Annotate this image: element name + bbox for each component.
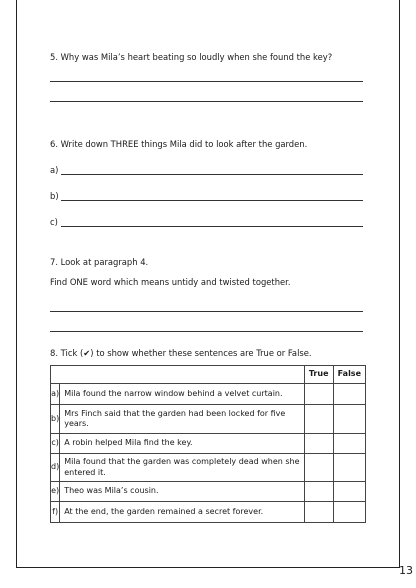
table-row xyxy=(51,405,366,434)
false-tick-box[interactable] xyxy=(333,454,365,482)
true-tick-box[interactable] xyxy=(304,384,333,405)
true-tick-box[interactable] xyxy=(304,502,333,523)
question-5-answer-line-2[interactable] xyxy=(50,101,363,102)
question-8-prompt-start: 8. Tick ( xyxy=(50,348,84,358)
question-7-answer-line-1[interactable] xyxy=(50,311,363,312)
question-8-prompt-end: ) to show whether these sentences are True or False. xyxy=(90,348,312,358)
row-statement: A robin helped Mila find the key. xyxy=(60,434,304,454)
table-row xyxy=(51,454,366,482)
false-tick-box[interactable] xyxy=(333,502,365,523)
question-7-instruction: Find ONE word which means untidy and twisted together. xyxy=(50,277,291,287)
row-letter: b) xyxy=(51,405,60,434)
false-column-header: False xyxy=(333,366,365,384)
true-tick-box[interactable] xyxy=(304,482,333,502)
question-6-letter-c: c) xyxy=(50,217,58,227)
false-tick-box[interactable] xyxy=(333,434,365,454)
true-false-table xyxy=(50,365,366,523)
true-tick-box[interactable] xyxy=(304,434,333,454)
false-tick-box[interactable] xyxy=(333,482,365,502)
false-tick-box[interactable] xyxy=(333,405,365,434)
question-6-answer-line-a[interactable] xyxy=(61,174,363,175)
row-letter: d) xyxy=(51,454,60,482)
true-tick-box[interactable] xyxy=(304,405,333,434)
true-column-header: True xyxy=(304,366,333,384)
table-row xyxy=(51,482,366,502)
table-header-row xyxy=(51,366,366,384)
question-6-answer-line-c[interactable] xyxy=(61,226,363,227)
table-row xyxy=(51,384,366,405)
question-7-answer-line-2[interactable] xyxy=(50,331,363,332)
row-statement: Mrs Finch said that the garden had been locked for five years. xyxy=(60,405,304,434)
question-6-prompt: 6. Write down THREE things Mila did to look after the garden. xyxy=(50,139,308,149)
table-row xyxy=(51,434,366,454)
tick-icon: ✔ xyxy=(83,348,91,358)
question-5-prompt: 5. Why was Mila’s heart beating so loudly when she found the key? xyxy=(50,52,333,62)
row-statement: Mila found the narrow window behind a velvet curtain. xyxy=(60,384,304,405)
row-statement: At the end, the garden remained a secret forever. xyxy=(60,502,304,523)
question-5-answer-line-1[interactable] xyxy=(50,81,363,82)
row-statement: Mila found that the garden was completely dead when she entered it. xyxy=(60,454,304,482)
question-6-letter-a: a) xyxy=(50,165,59,175)
question-6-letter-b: b) xyxy=(50,191,59,201)
question-7-prompt: 7. Look at paragraph 4. xyxy=(50,257,149,267)
row-letter: c) xyxy=(51,434,60,454)
true-tick-box[interactable] xyxy=(304,454,333,482)
row-letter: a) xyxy=(51,384,60,405)
row-letter: f) xyxy=(51,502,60,523)
table-header-blank xyxy=(51,366,305,384)
row-statement: Theo was Mila’s cousin. xyxy=(60,482,304,502)
question-8-prompt xyxy=(50,348,312,359)
question-6-answer-line-b[interactable] xyxy=(61,200,363,201)
row-letter: e) xyxy=(51,482,60,502)
false-tick-box[interactable] xyxy=(333,384,365,405)
page-number: 13 xyxy=(399,564,413,577)
table-row xyxy=(51,502,366,523)
